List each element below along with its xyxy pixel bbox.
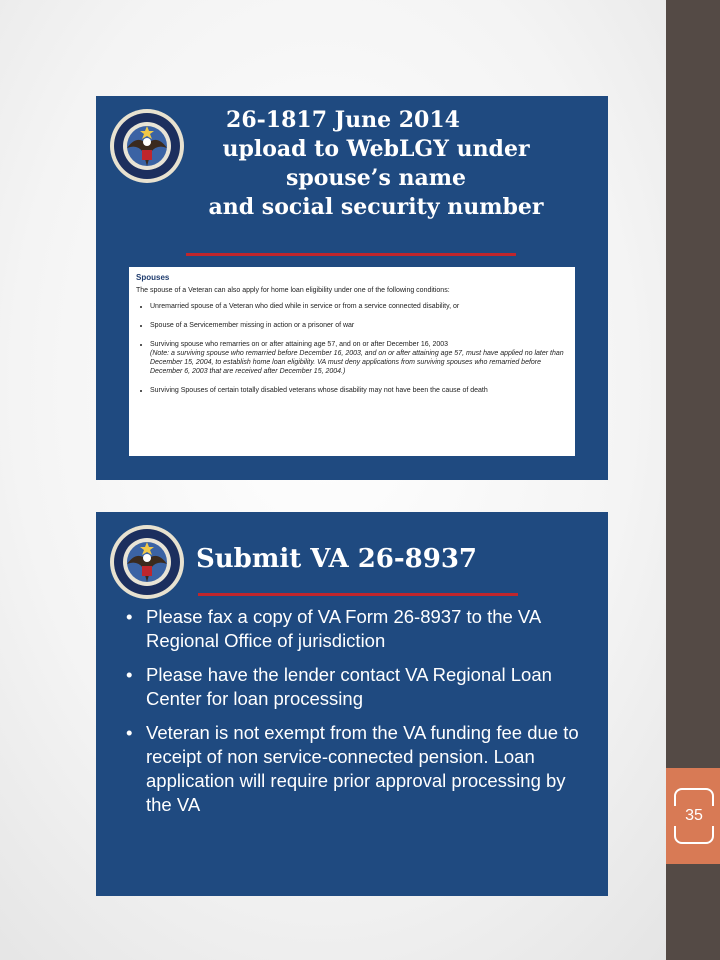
title-underline <box>198 593 518 596</box>
spouses-screenshot <box>129 267 575 456</box>
title-underline <box>186 253 516 256</box>
instruction-list <box>126 605 586 827</box>
list-item-text: Spouse of a Servicemember missing in action or a prisoner of war <box>150 322 355 329</box>
inset-intro: The spouse of a Veteran can also apply for home loan eligibility under one of the following conditions: <box>136 287 450 294</box>
title-line: spouse’s name <box>285 165 467 191</box>
inset-heading: Spouses <box>136 273 170 282</box>
list-item-text: Surviving spouse who remarries on or after attaining age 57, and on or after December 16, 2003 <box>150 341 449 348</box>
list-item-text: Unremarried spouse of a Veteran who died while in service or from a service connected disability, or <box>150 303 460 310</box>
list-item <box>150 302 567 311</box>
list-item <box>150 340 567 376</box>
slide2-title: Submit VA 26-8937 <box>196 544 478 574</box>
list-item: • Please fax a copy of VA Form 26-8937 to the VA Regional Office of jurisdiction <box>126 605 586 653</box>
title-line: 26-1817 June 2014 <box>226 107 460 133</box>
list-item-text: Surviving Spouses of certain totally disabled veterans whose disability may not have been the cause of death <box>150 387 488 394</box>
inset-note: (Note: a surviving spouse who remarried before December 16, 2003, and on or after attaining age 57, must have applied no later than December 15, 2004, to establish home loan eligibility. VA must deny applications from surviving spouses who remarried before December 6, 2003 that are received after December 15, 2004.) <box>150 350 564 375</box>
page-number: 35 <box>674 806 714 826</box>
slide-submit-form <box>96 512 608 896</box>
list-item <box>150 321 567 330</box>
conditions-list <box>136 302 567 395</box>
title-line: upload to WebLGY under <box>222 136 530 162</box>
title-line: and social security number <box>208 194 544 220</box>
va-seal-icon <box>109 524 185 600</box>
slide-spouse-upload <box>96 96 608 480</box>
list-item <box>150 386 567 395</box>
list-item: • Please have the lender contact VA Regional Loan Center for loan processing <box>126 663 586 711</box>
slide1-title <box>156 106 596 222</box>
list-item: • Veteran is not exempt from the VA funding fee due to receipt of non service-connected pension. Loan application will require prior approval processing by the VA <box>126 721 586 817</box>
